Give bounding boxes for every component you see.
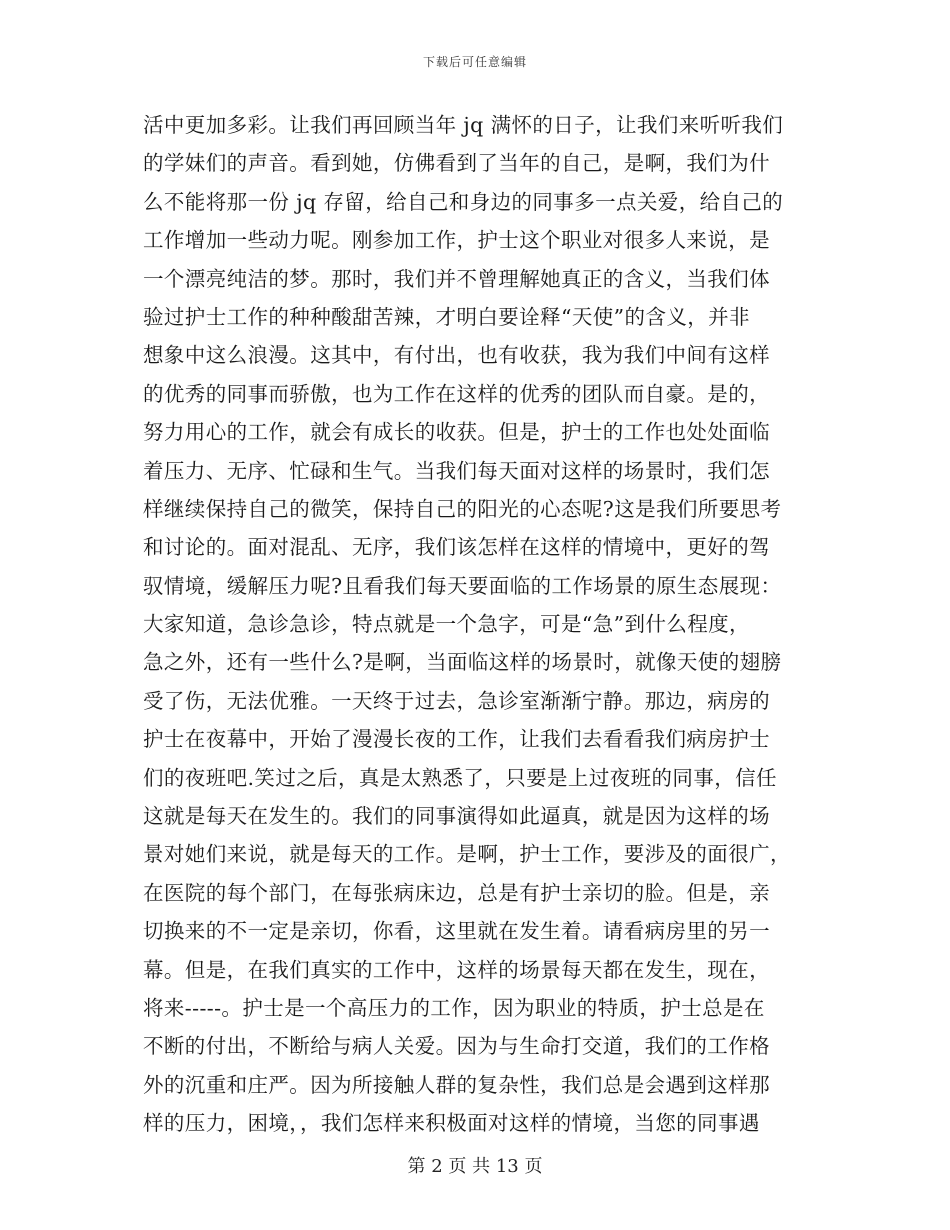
text-line: 外的沉重和庄严。因为所接触人群的复杂性，我们总是会遇到这样那: [143, 1072, 770, 1097]
text-line: 样的压力，困境，，我们怎样来积极面对这样的情境，当您的同事遇: [143, 1111, 760, 1136]
text-line: 着压力、无序、忙碌和生气。当我们每天面对这样的场景时，我们怎: [143, 458, 770, 483]
text-line: 验过护士工作的种种酸甜苦辣，才明白要诠释“天使”的含义，并非: [143, 304, 750, 329]
text-line: 切换来的不一定是亲切，你看，这里就在发生着。请看病房里的另一: [143, 919, 770, 944]
page-number-footer: 第 2 页 共 13 页: [407, 1156, 543, 1177]
text-line: 不断的付出，不断给与病人关爱。因为与生命打交道，我们的工作格: [143, 1034, 770, 1059]
text-line: 驭情境，缓解压力呢?且看我们每天要面临的工作场景的原生态展现：: [143, 573, 782, 598]
body-text: [143, 106, 803, 1143]
text-line: 的学妹们的声音。看到她，仿佛看到了当年的自己，是啊，我们为什: [143, 151, 770, 176]
text-line: 们的夜班吧.笑过之后，真是太熟悉了，只要是上过夜班的同事，信任: [143, 765, 777, 790]
text-line: 这就是每天在发生的。我们的同事演得如此逼真，就是因为这样的场: [143, 804, 770, 829]
text-line: 工作增加一些动力呢。刚参加工作，护士这个职业对很多人来说，是: [143, 228, 770, 253]
text-line: 受了伤，无法优雅。一天终于过去，急诊室渐渐宁静。那边，病房的: [143, 688, 770, 713]
text-line: 在医院的每个部门，在每张病床边，总是有护士亲切的脸。但是，亲: [143, 880, 770, 905]
text-line: 的优秀的同事而骄傲，也为工作在这样的优秀的团队而自豪。是的，: [143, 381, 770, 406]
text-line: 一个漂亮纯洁的梦。那时，我们并不曾理解她真正的含义，当我们体: [143, 266, 770, 291]
text-line: 想象中这么浪漫。这其中，有付出，也有收获，我为我们中间有这样: [143, 343, 770, 368]
text-line: 护士在夜幕中，开始了漫漫长夜的工作，让我们去看看我们病房护士: [143, 727, 770, 752]
text-line: 样继续保持自己的微笑，保持自己的阳光的心态呢?这是我们所要思考: [143, 496, 782, 521]
text-line: 大家知道，急诊急诊，特点就是一个急字，可是“急”到什么程度，: [143, 612, 750, 637]
page-header-note: 下载后可任意编辑: [422, 55, 527, 69]
text-line: 活中更加多彩。让我们再回顾当年 jq 满怀的日子，让我们来听听我们: [143, 113, 784, 137]
text-line: 努力用心的工作，就会有成长的收获。但是，护士的工作也处处面临: [143, 420, 770, 445]
text-line: 幕。但是，在我们真实的工作中，这样的场景每天都在发生，现在，: [143, 957, 770, 982]
text-line: 景对她们来说，就是每天的工作。是啊，护士工作，要涉及的面很广，: [143, 842, 791, 867]
text-line: 么不能将那一份 jq 存留，给自己和身边的同事多一点关爱，给自己的: [143, 189, 784, 214]
text-line: 急之外，还有一些什么?是啊，当面临这样的场景时，就像天使的翅膀: [143, 650, 782, 675]
text-line: 将来-----。护士是一个高压力的工作，因为职业的特质，护士总是在: [143, 995, 765, 1020]
text-line: 和讨论的。面对混乱、无序，我们该怎样在这样的情境中，更好的驾: [143, 535, 770, 560]
